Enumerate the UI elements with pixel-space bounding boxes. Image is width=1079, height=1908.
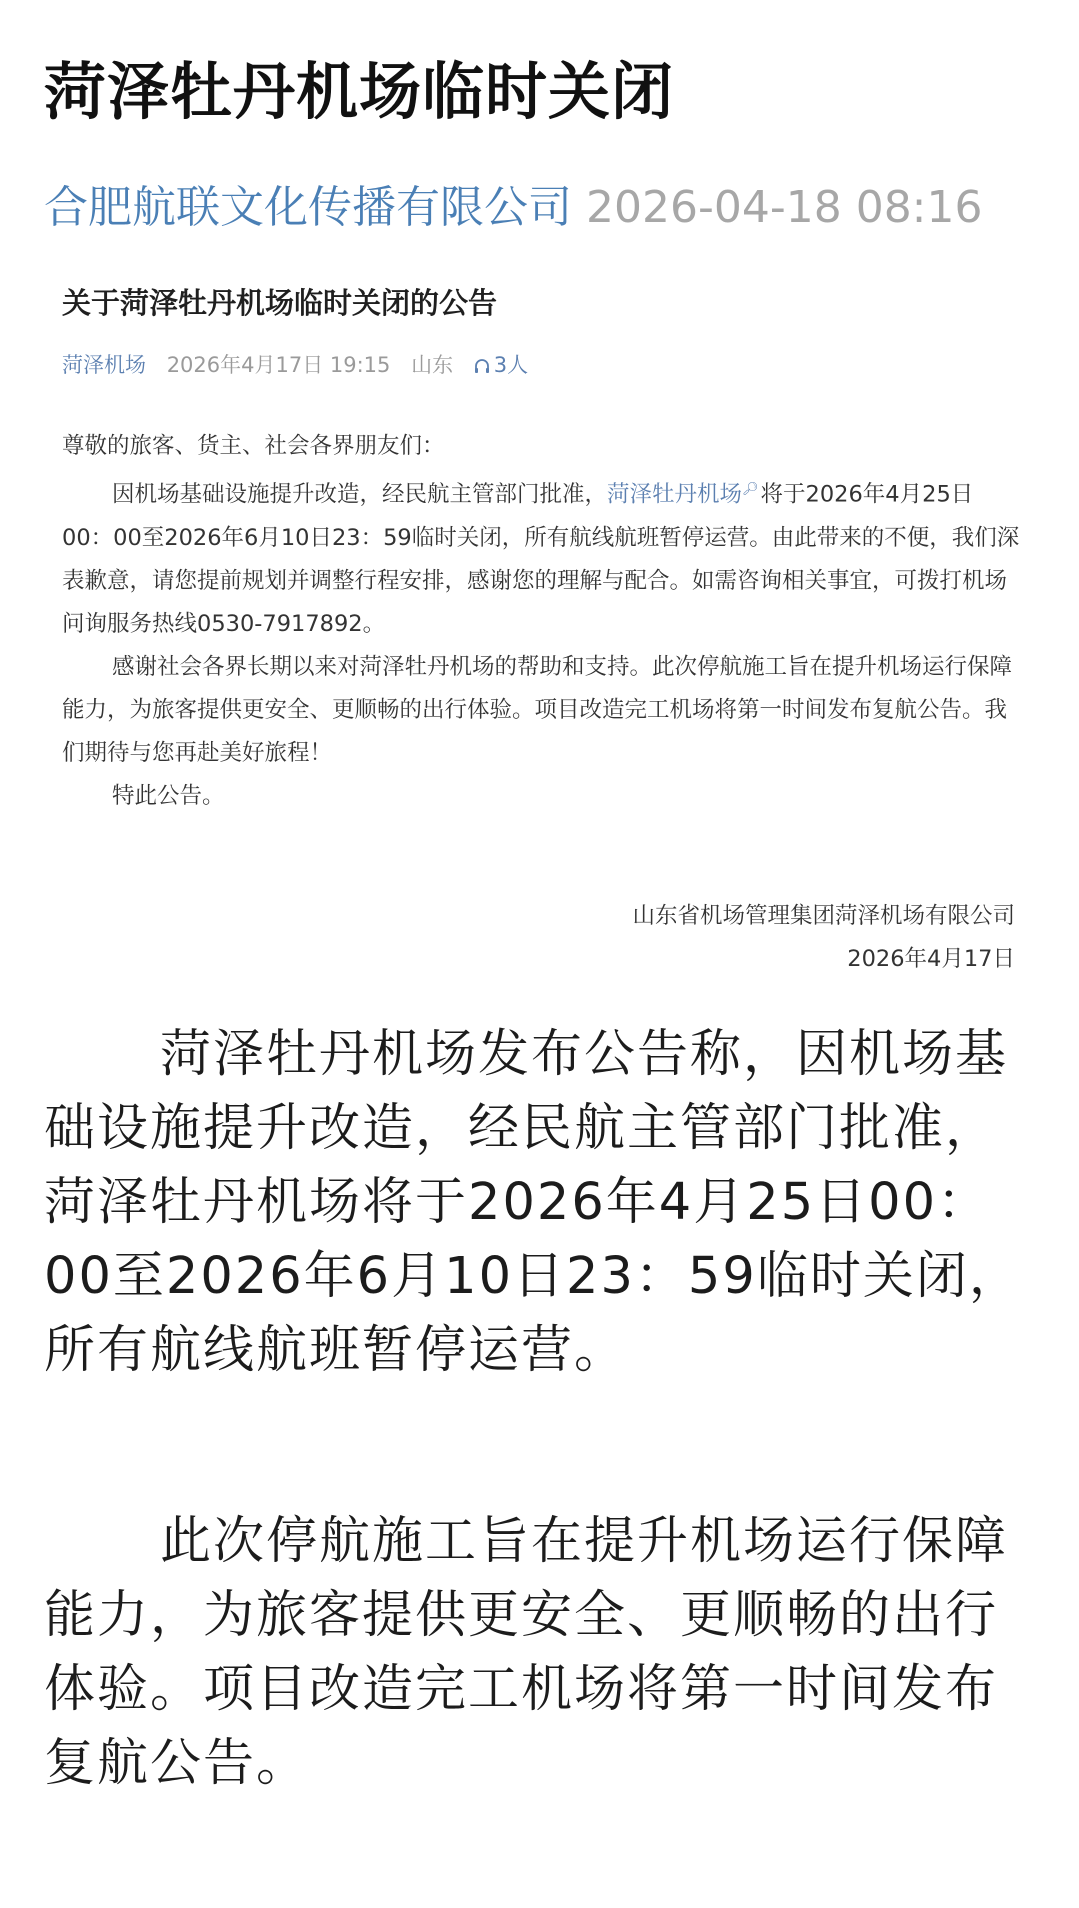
notice-source: 菏泽机场 — [62, 353, 146, 377]
notice-title: 关于菏泽牡丹机场临时关闭的公告 — [62, 286, 498, 320]
notice-body — [62, 425, 1022, 818]
notice-paragraph-3: 特此公告。 — [112, 782, 225, 809]
notice-listeners — [474, 353, 528, 377]
search-icon[interactable]: 🔎︎ — [742, 482, 759, 497]
notice-meta — [62, 350, 542, 380]
article-title: 菏泽牡丹机场临时关闭 — [44, 55, 675, 128]
body-paragraph-1: 菏泽牡丹机场发布公告称，因机场基础设施提升改造，经民航主管部门批准，菏泽牡丹机场将于2026年4月25日00：00至2026年6月10日23：59临时关闭，所有航线航班暂停运营。 — [44, 1025, 1022, 1380]
airport-link[interactable]: 菏泽牡丹机场 — [607, 481, 743, 508]
notice-datetime: 2026年4月17日 19:15 — [166, 353, 391, 377]
article-meta — [44, 178, 983, 238]
notice-signature — [632, 895, 1015, 981]
notice-location: 山东 — [411, 353, 454, 377]
notice-screenshot — [44, 255, 1039, 995]
signature-date: 2026年4月17日 — [847, 946, 1015, 972]
notice-p1-text-start: 因机场基础设施提升改造，经民航主管部门批准， — [112, 481, 608, 508]
signature-org: 山东省机场管理集团菏泽机场有限公司 — [632, 903, 1015, 929]
author-link[interactable]: 合肥航联文化传播有限公司 — [44, 182, 572, 233]
publish-time: 2026-04-18 08:16 — [586, 182, 983, 233]
body-paragraph-2: 此次停航施工旨在提升机场运行保障能力，为旅客提供更安全、更顺畅的出行体验。项目改造完工机场将第一时间发布复航公告。 — [44, 1512, 1009, 1793]
notice-greeting: 尊敬的旅客、货主、社会各界朋友们： — [62, 433, 445, 459]
notice-paragraph-2: 感谢社会各界长期以来对菏泽牡丹机场的帮助和支持。此次停航施工旨在提升机场运行保障能力，为旅客提供更安全、更顺畅的出行体验。项目改造完工机场将第一时间发布复航公告。我们期待与您再赴美好旅程！ — [62, 653, 1013, 766]
listeners-count: 3人 — [493, 353, 529, 377]
notice-paragraph-1 — [62, 468, 1022, 646]
notice-p1-text-end: 将于2026年4月25日00：00至2026年6月10日23：59临时关闭，所有航线航班暂停运营。由此带来的不便，我们深表歉意，请您提前规划并调整行程安排，感谢您的理解与配合。如需咨询相关事宜，可拨打机场问询服务热线0530-7917892。 — [62, 481, 1020, 637]
headphones-icon — [474, 359, 490, 373]
